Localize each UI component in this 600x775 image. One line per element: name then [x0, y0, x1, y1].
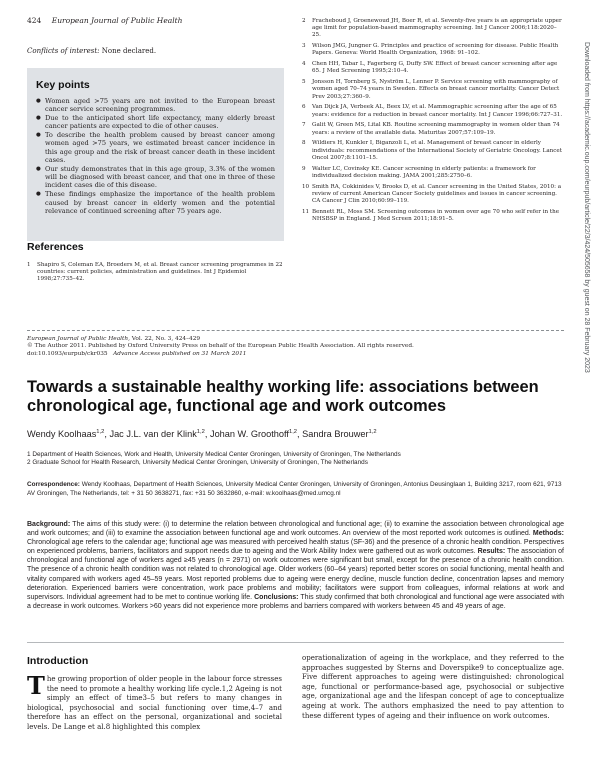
- reference-item: [302, 79, 564, 101]
- running-header: [27, 16, 183, 25]
- citation-journal: European Journal of Public Health,: [27, 336, 130, 342]
- reference-item: [302, 18, 564, 40]
- abstract: [27, 520, 564, 611]
- affiliation: 1 Department of Health Sciences, Work and Health, University Medical Center Groningen, University of Groningen, The Netherlands: [27, 451, 401, 458]
- author-affil: 1,2: [368, 429, 377, 435]
- reference-number: 10: [302, 183, 310, 190]
- doi-line: [27, 351, 414, 358]
- page-number: 424: [27, 16, 42, 25]
- reference-text: Shapiro S, Coleman EA, Broeders M, et al. Breast cancer screening programmes in 22 countries: current policies, administration and guidelines. Int J Epidemiol 1998;27:735–42.: [37, 262, 283, 283]
- drop-cap: T: [27, 671, 45, 700]
- key-point: ● Our study demonstrates that in this age group, 3.3% of the women will be diagnosed with breast cancer, and that one in three of these incident cases die of this disease.: [36, 165, 275, 190]
- reference-text: Walter LC, Covinsky KE. Cancer screening in elderly patients: a framework for individualized decision making. JAMA 2001;285:2750–6.: [312, 165, 536, 179]
- download-side-note-text: Downloaded from https://academic.oup.com/eurpub/article/22/3/424/505658 by guest on 28 February 2023: [583, 42, 590, 373]
- reference-number: 11: [302, 208, 310, 215]
- reference-text: Bennett RL, Moss SM. Screening outcomes in women over age 70 who self refer in the NHSBSP in England. J Med Screen 2011;18:91–5.: [312, 208, 560, 223]
- reference-number: 5: [302, 79, 306, 86]
- copyright-line: © The Author 2011. Published by Oxford University Press on behalf of the European Public Health Association. All rights reserved.: [27, 343, 414, 350]
- reference-item: [302, 104, 564, 118]
- author-name: Wendy Koolhaas: [27, 429, 97, 440]
- conflicts-label: Conflicts of interest:: [27, 47, 100, 55]
- key-points-box: [27, 68, 284, 241]
- correspondence-text: Wendy Koolhaas, Department of Health Sciences, University Medical Center Groningen, University of Groningen, Antonius Deusinglaan 1, Building 3217, room 621, 9713 AV Groningen, The Netherlands, tel: + 31 50 3638271, fax: +31 50 3632860, e-mail: w.koolhaas@med.umcg.nl: [27, 481, 562, 497]
- journal-name: European Journal of Public Health: [51, 16, 183, 25]
- introduction-left-column: [27, 671, 283, 733]
- correspondence-label: Correspondence:: [27, 481, 80, 488]
- abstract-conclusions: This study confirmed that both chronological and functional age were associated with a decrease in work outcomes. Workers >60 years did not experience more problems and barriers compared with workers between 45 and 49 years of age.: [27, 593, 565, 610]
- author-name: Jac J.L. van der Klink: [109, 429, 197, 440]
- reference-item: [302, 140, 564, 162]
- author-name: Sandra Brouwer: [302, 429, 369, 440]
- affiliations: [27, 451, 564, 468]
- article-title: Towards a sustainable healthy working life: associations between chronological age, functional age and work outcomes: [27, 378, 539, 415]
- citation-volume: Vol. 22, No. 3, 424–429: [131, 336, 201, 342]
- download-side-note: [577, 42, 591, 742]
- references-right-column: [302, 18, 564, 227]
- reference-number: 7: [302, 122, 306, 129]
- reference-item: [302, 43, 564, 57]
- author-name: Johan W. Groothoff: [209, 429, 289, 440]
- reference-number: 8: [302, 140, 306, 147]
- author-affil: 1,2: [196, 429, 205, 435]
- conflicts-of-interest: [27, 47, 156, 55]
- reference-item: [302, 166, 564, 180]
- reference-number: 9: [302, 165, 306, 172]
- conflicts-text: None declared.: [101, 47, 157, 55]
- key-points-title: Key points: [36, 79, 90, 91]
- reference-text: Chen HH, Tabar L, Fagerberg G, Duffy SW. Effect of breast cancer screening after age 65. J Med Screening 1995;2:10–4.: [312, 61, 558, 75]
- reference-number: 6: [302, 104, 306, 111]
- reference-text: Van Dijck JA, Verbeek AL, Beex LV, et al. Mammographic screening after the age of 65 years: evidence for a reduction in breast cancer mortality. Int J Cancer 1996;66:727–31.: [312, 104, 563, 118]
- introduction-right-column: operationalization of ageing in the workplace, and they referred to the approaches suggested by Sterns and Doverspike9 to conceptualize age. Five different approaches to ageing were distinguished: chronological age, functional or performance-based age, psychosocial or subjective age, organizational age and the lifespan concept of age to conceptualize ageing at work. The authors emphasized the need to pay attention to these different types of ageing and their influence on work outcomes.: [302, 654, 564, 720]
- author-affil: 1,2: [288, 429, 298, 435]
- key-points-list: [36, 97, 275, 215]
- abstract-methods-label: Methods:: [532, 530, 564, 538]
- reference-item: [302, 122, 564, 136]
- abstract-results-label: Results:: [477, 548, 506, 556]
- key-point: ● To describe the health problem caused by breast cancer among women aged >75 years, we estimated breast cancer incidence in this age group and the risk of breast cancer death in these incident cases.: [36, 131, 275, 164]
- reference-text: Wildiers H, Kunkler I, Biganzoli L, et al. Management of breast cancer in elderly individuals: recommendations of the International Society of Geriatric Oncology. Lancet Oncol 2007;8:1101–15.: [312, 140, 562, 161]
- abstract-rule: [27, 642, 564, 643]
- references-title: References: [27, 241, 84, 253]
- abstract-background: The aims of this study were: (i) to determine the relation between chronological and functional age; (ii) to examine the association between chronological age and work outcomes; and (iii) to examine the association between functional age and work outcomes. An overview of the most reported work outcomes is outlined.: [27, 521, 564, 538]
- correspondence: [27, 481, 564, 498]
- key-point: ● Women aged >75 years are not invited to the European breast cancer service screening programmes.: [36, 97, 275, 114]
- advance-access: Advance Access published on 31 March 2011: [113, 350, 247, 357]
- abstract-results: The association of chronological and functional age of workers aged ≥45 years (n = 2971) on work outcomes were significant but small, except for the presence of a chronic health condition. The presence of a chronic health condition was not related to chronological age. Older workers (60–64 years) reported better scores on social functioning, mental health and vitality compared with workers aged 45–59 years. Most reported problems due to ageing were energy decline, muscle function decline, concentration lapses and memory deterioration. Experienced barriers were concentration, work pace problems and mobility; facilitators were support from colleagues, informal relations at work and supervisors. Individual agreement had to be met to continue working life.: [27, 548, 565, 601]
- reference-text: Wilson JMG, Jungner G. Principles and practice of screening for disease. Public Health Papers. Geneva: World Health Organization, 1968: 91–102.: [312, 43, 559, 57]
- affiliation: 2 Graduate School for Health Research, University Medical Center Groningen, University of Groningen, The Netherlands: [27, 459, 368, 467]
- journal-info: [27, 336, 414, 358]
- reference-number: 3: [302, 43, 306, 50]
- reference-text: Galit W, Green MS, Lital KB. Routine screening mammography in women older than 74 years: a review of the available data. Maturitas 2007;57:109–19.: [312, 122, 560, 136]
- author-affil: 1,2: [96, 429, 105, 435]
- reference-text: Fracheboud J, Groenewoud JH, Boer R, et al. Seventy-five years is an appropriate upper age limit for population-based mammography screening. Int J Cancer 2006;118:2020–25.: [312, 18, 562, 39]
- reference-number: 1: [27, 262, 31, 268]
- reference-item: [302, 209, 564, 223]
- introduction-text-left: he growing proportion of older people in the labour force stresses the need to promote a healthy working life cycle.1,2 Ageing is not simply an effect of time3–5 but refers to many changes in biological, psychosocial and social functioning over time,4–7 and therefore has an effect on the personal, organizational and societal levels. De Lange et al.8 highlighted this complex: [27, 675, 283, 731]
- introduction-title: Introduction: [27, 655, 89, 667]
- reference-text: Smith RA, Cokkinides V, Brooks D, et al. Cancer screening in the United States, 2010: a review of current American Cancer Society guidelines and issues in cancer screening. CA Cancer J Clin 2010;60:99–119.: [312, 183, 562, 205]
- abstract-background-label: Background:: [27, 521, 71, 528]
- reference-item: [302, 184, 564, 206]
- key-point: ● These findings emphasize the importance of the health problem caused by breast cancer in elderly women and the potential relevance of continued screening after 75 years age.: [36, 190, 275, 215]
- reference-text: Jonsson H, Tornberg S, Nyström L, Lenner P. Service screening with mammography of women aged 70–74 years in Sweden. Effects on breast cancer mortality. Cancer Detect Prev 2003;27:360–9.: [312, 79, 560, 100]
- reference-item: [27, 262, 284, 284]
- reference-number: 4: [302, 61, 306, 68]
- references-left-column: [27, 262, 284, 287]
- doi: doi:10.1093/eurpub/ckr035: [27, 350, 108, 357]
- author-list: Wendy Koolhaas$^{1,2}$, Jac J.L. van der Klink$^{1,2}$, Johan W. Groothoff$^{1,2}$, Sandra Brouwer$^{1,2}$: [27, 429, 377, 440]
- reference-number: 2: [302, 18, 306, 24]
- abstract-conclusions-label: Conclusions:: [254, 593, 299, 601]
- reference-item: [302, 61, 564, 75]
- key-point: ● Due to the anticipated short life expectancy, many elderly breast cancer patients are expected to die of other causes.: [36, 114, 275, 131]
- abstract-methods: Chronological age refers to the calendar age; functional age was measured with perceived health status (SF-36) and the presence of a chronic health condition. Perspectives on experienced problems, barriers, facilitators and support needs due to ageing and the Work Ability Index were gathered out as work outcomes.: [27, 539, 564, 556]
- article-divider: [27, 330, 564, 331]
